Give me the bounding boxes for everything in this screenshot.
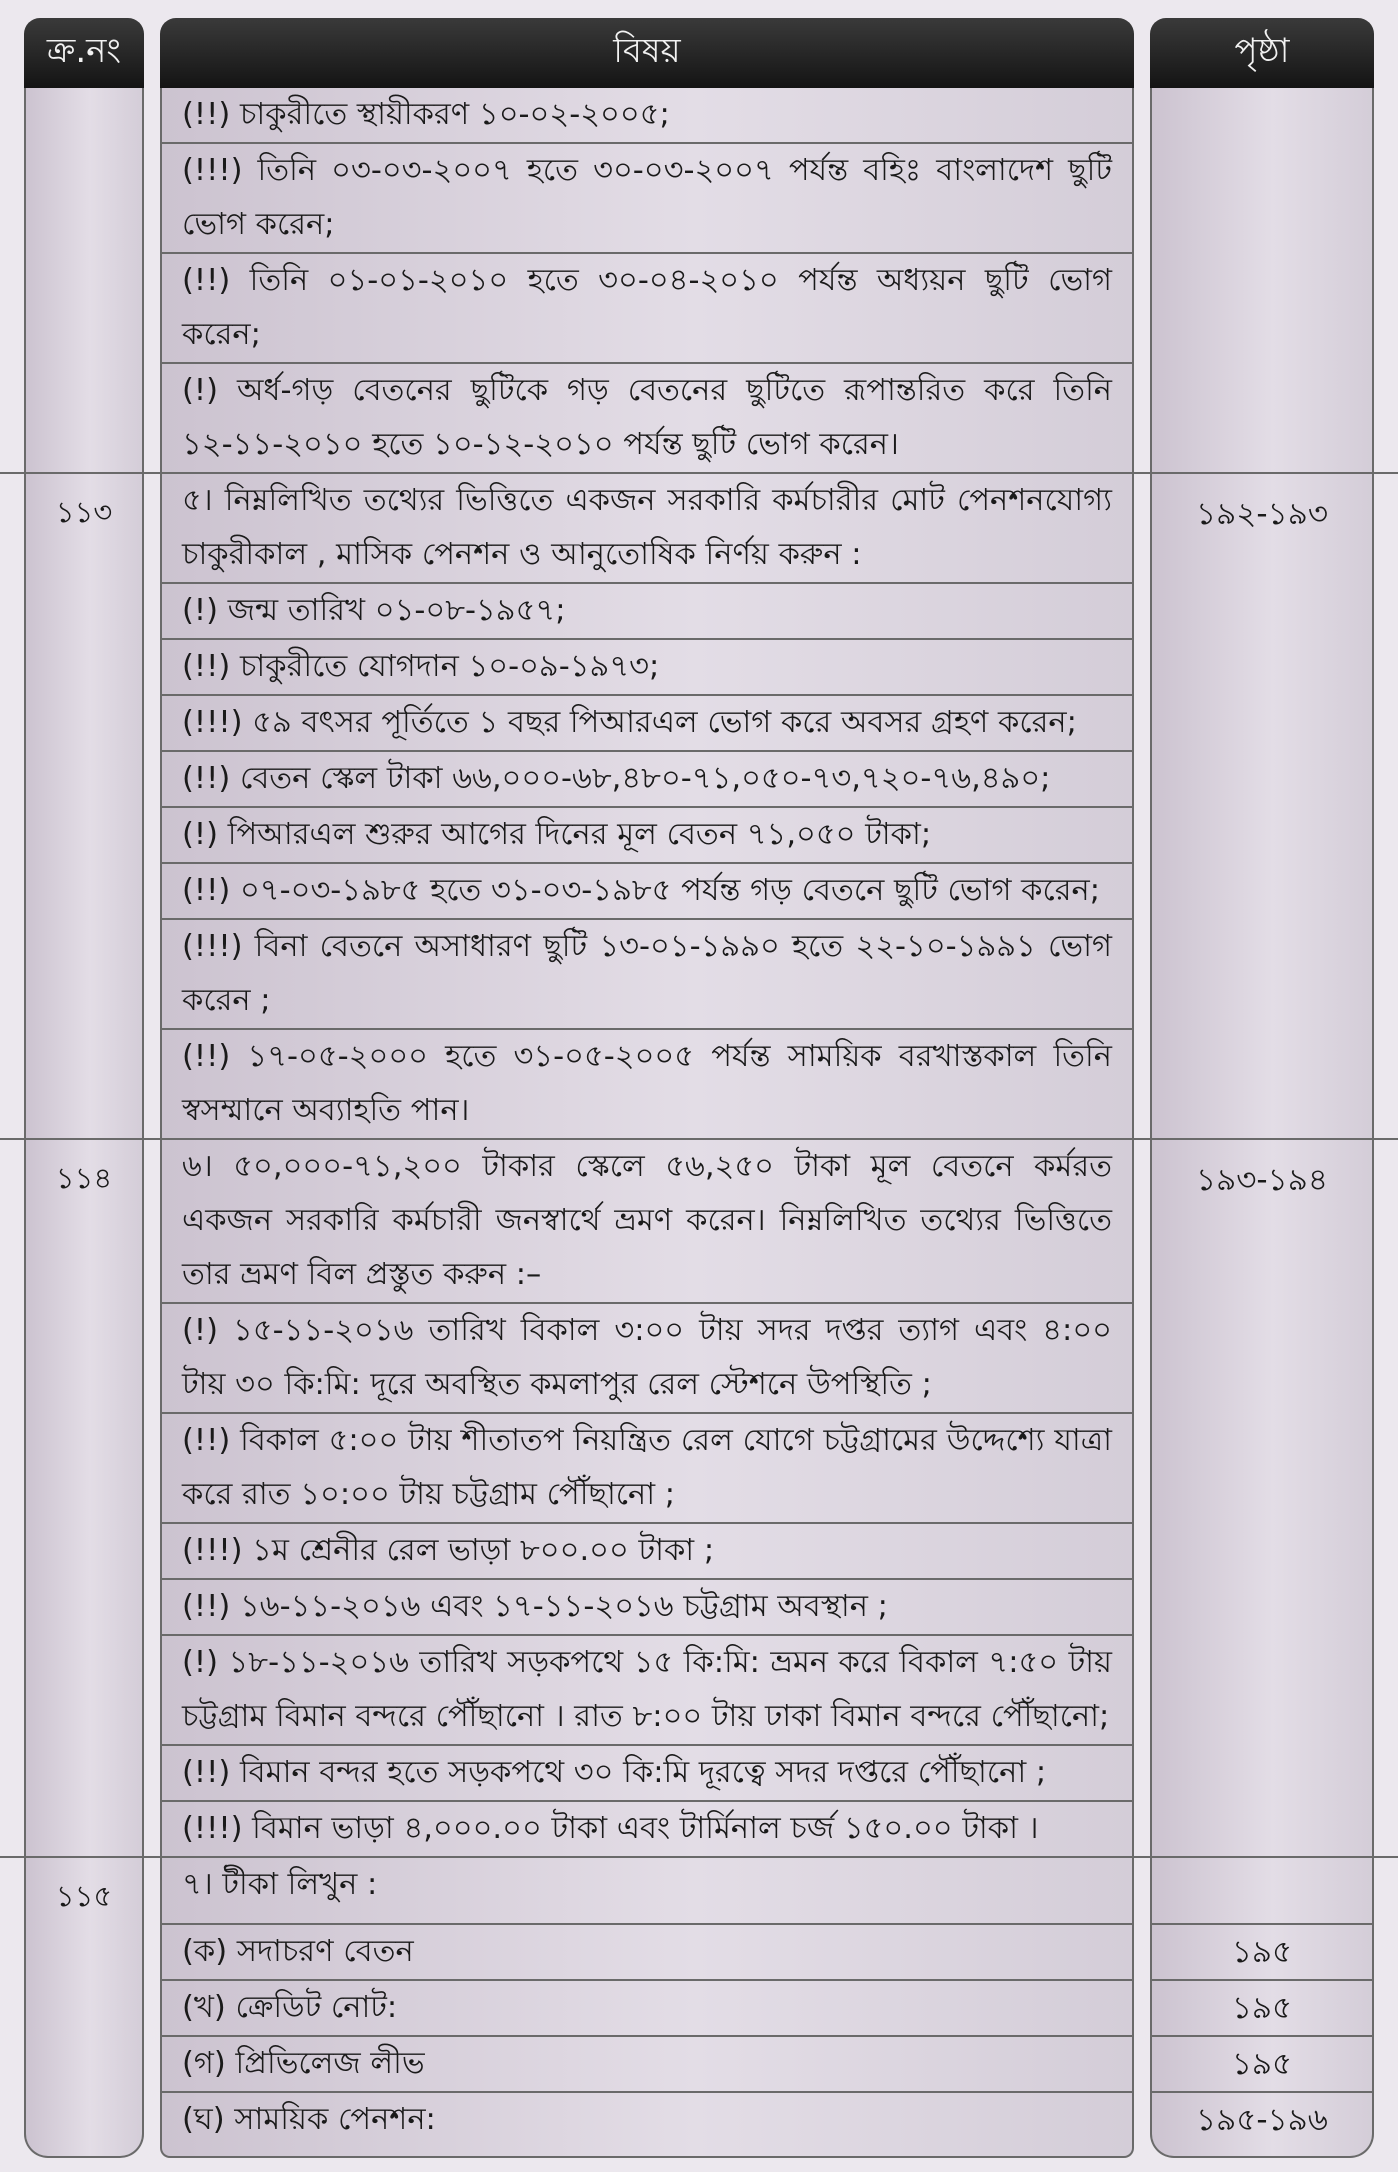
table-row (0, 472, 1398, 1138)
serial-cell (24, 1923, 144, 1979)
serial-cell: ১১৪ (55, 1161, 113, 1195)
subject-line: (!!) ০৭-০৩-১৯৮৫ হতে ৩১-০৩-১৯৮৫ পর্যন্ত গড় বেতনে ছুটি ভোগ করেন; (160, 862, 1134, 918)
table-row (0, 2035, 1398, 2091)
table-row (0, 1923, 1398, 1979)
subject-line: (!) জন্ম তারিখ ০১-০৮-১৯৫৭; (160, 582, 1134, 638)
table-row (0, 88, 1398, 472)
page-cell: ১৯৫ (1150, 1923, 1374, 1979)
serial-cell (24, 1979, 144, 2035)
subject-cell (160, 2091, 1134, 2147)
subject-line: (!!) ১৭-০৫-২০০০ হতে ৩১-০৫-২০০৫ পর্যন্ত সাময়িক বরখাস্তকাল তিনি স্বসম্মানে অব্যাহতি পান। (160, 1028, 1134, 1138)
subject-line: (!!) চাকুরীতে স্থায়ীকরণ ১০-০২-২০০৫; (182, 97, 670, 132)
serial-cell: ১১৫ (55, 1879, 113, 1913)
subject-line: (!!!) বিনা বেতনে অসাধারণ ছুটি ১৩-০১-১৯৯০ হতে ২২-১০-১৯৯১ ভোগ করেন ; (160, 918, 1134, 1028)
serial-cell: ১১৩ (55, 495, 113, 529)
question-line: ৬। ৫০,০০০-৭১,২০০ টাকার স্কেলে ৫৬,২৫০ টাকা মূল বেতনে কর্মরত একজন সরকারি কর্মচারী জনস্বার্থে ভ্রমণ করেন। নিম্নলিখিত তথ্যের ভিত্তিতে তার ভ্রমণ বিল প্রস্তুত করুন :– (182, 1149, 1112, 1292)
subject-line: (!!!) ১ম শ্রেনীর রেল ভাড়া ৮০০.০০ টাকা ; (160, 1522, 1134, 1578)
note-item: (ক) সদাচরণ বেতন (160, 1923, 1134, 1979)
note-item: (ঘ) সাময়িক পেনশন: (160, 2091, 1134, 2147)
question-line: ৫। নিম্নলিখিত তথ্যের ভিত্তিতে একজন সরকারি কর্মচারীর মোট পেনশনযোগ্য চাকুরীকাল , মাসিক পেনশন ও আনুতোষিক নির্ণয় করুন : (182, 483, 1112, 572)
column-header-subject (160, 18, 1134, 88)
question-line: ৭। টীকা লিখুন : (182, 1867, 378, 1902)
index-table (0, 88, 1398, 2147)
table-row (0, 2091, 1398, 2147)
subject-line: (!) ১৫-১১-২০১৬ তারিখ বিকাল ৩:০০ টায় সদর দপ্তর ত্যাগ এবং ৪:০০ টায় ৩০ কি:মি: দূরে অবস্থিত কমলাপুর রেল স্টেশনে উপস্থিতি ; (160, 1302, 1134, 1412)
serial-cell (24, 2091, 144, 2147)
subject-cell (160, 2035, 1134, 2091)
subject-cell (160, 88, 1134, 472)
subject-line: (!) ১৮-১১-২০১৬ তারিখ সড়কপথে ১৫ কি:মি: ভ্রমন করে বিকাল ৭:৫০ টায় চট্টগ্রাম বিমান বন্দরে পৌঁছানো । রাত ৮:০০ টায় ঢাকা বিমান বন্দরে পৌঁছানো; (160, 1634, 1134, 1744)
subject-cell (160, 1858, 1134, 1923)
subject-cell (160, 1979, 1134, 2035)
page-cell (1150, 1858, 1374, 1923)
subject-line: (!!) বেতন স্কেল টাকা ৬৬,০০০-৬৮,৪৮০-৭১,০৫০-৭৩,৭২০-৭৬,৪৯০; (160, 750, 1134, 806)
page-cell: ১৯২-১৯৩ (1196, 496, 1328, 532)
subject-line: (!) পিআরএল শুরুর আগের দিনের মূল বেতন ৭১,০৫০ টাকা; (160, 806, 1134, 862)
page-cell: ১৯৫-১৯৬ (1150, 2091, 1374, 2147)
subject-line: (!!!) তিনি ০৩-০৩-২০০৭ হতে ৩০-০৩-২০০৭ পর্যন্ত বহিঃ বাংলাদেশ ছুটি ভোগ করেন; (160, 142, 1134, 252)
table-row (0, 1138, 1398, 1856)
table-row (0, 1979, 1398, 2035)
subject-line: (!!) তিনি ০১-০১-২০১০ হতে ৩০-০৪-২০১০ পর্যন্ত অধ্যয়ন ছুটি ভোগ করেন; (160, 252, 1134, 362)
serial-cell (24, 88, 144, 472)
serial-cell (24, 2035, 144, 2091)
subject-cell (160, 474, 1134, 1138)
subject-cell (160, 1923, 1134, 1979)
note-item: (গ) প্রিভিলেজ লীভ (160, 2035, 1134, 2091)
column-header-page (1150, 18, 1374, 88)
note-item: (খ) ক্রেডিট নোট: (160, 1979, 1134, 2035)
subject-line: (!!) বিমান বন্দর হতে সড়কপথে ৩০ কি:মি দূরত্বে সদর দপ্তরে পৌঁছানো ; (160, 1744, 1134, 1800)
subject-line: (!!) বিকাল ৫:০০ টায় শীতাতপ নিয়ন্ত্রিত রেল যোগে চট্টগ্রামের উদ্দেশ্যে যাত্রা করে রাত ১০:০০ টায় চট্টগ্রাম পৌঁছানো ; (160, 1412, 1134, 1522)
page-cell: ১৯৫ (1150, 1979, 1374, 2035)
page-cell: ১৯৫ (1150, 2035, 1374, 2091)
subject-line: (!!!) বিমান ভাড়া ৪,০০০.০০ টাকা এবং টার্মিনাল চর্জ ১৫০.০০ টাকা । (160, 1800, 1134, 1856)
table-row (0, 1856, 1398, 1923)
subject-line: (!!!) ৫৯ বৎসর পূর্তিতে ১ বছর পিআরএল ভোগ করে অবসর গ্রহণ করেন; (160, 694, 1134, 750)
subject-line: (!) অর্ধ-গড় বেতনের ছুটিকে গড় বেতনের ছুটিতে রূপান্তরিত করে তিনি ১২-১১-২০১০ হতে ১০-১২-২০১০ পর্যন্ত ছুটি ভোগ করেন। (160, 362, 1134, 472)
column-header-subject-label: বিষয় (613, 30, 681, 71)
column-header-page-label: পৃষ্ঠা (1234, 30, 1290, 71)
column-header-serial (24, 18, 144, 88)
column-header-serial-label: ক্র.নং (46, 30, 122, 71)
page-cell (1150, 88, 1374, 472)
subject-line: (!!) চাকুরীতে যোগদান ১০-০৯-১৯৭৩; (160, 638, 1134, 694)
subject-line: (!!) ১৬-১১-২০১৬ এবং ১৭-১১-২০১৬ চট্টগ্রাম অবস্থান ; (160, 1578, 1134, 1634)
page-cell: ১৯৩-১৯৪ (1196, 1162, 1328, 1198)
subject-cell (160, 1140, 1134, 1856)
